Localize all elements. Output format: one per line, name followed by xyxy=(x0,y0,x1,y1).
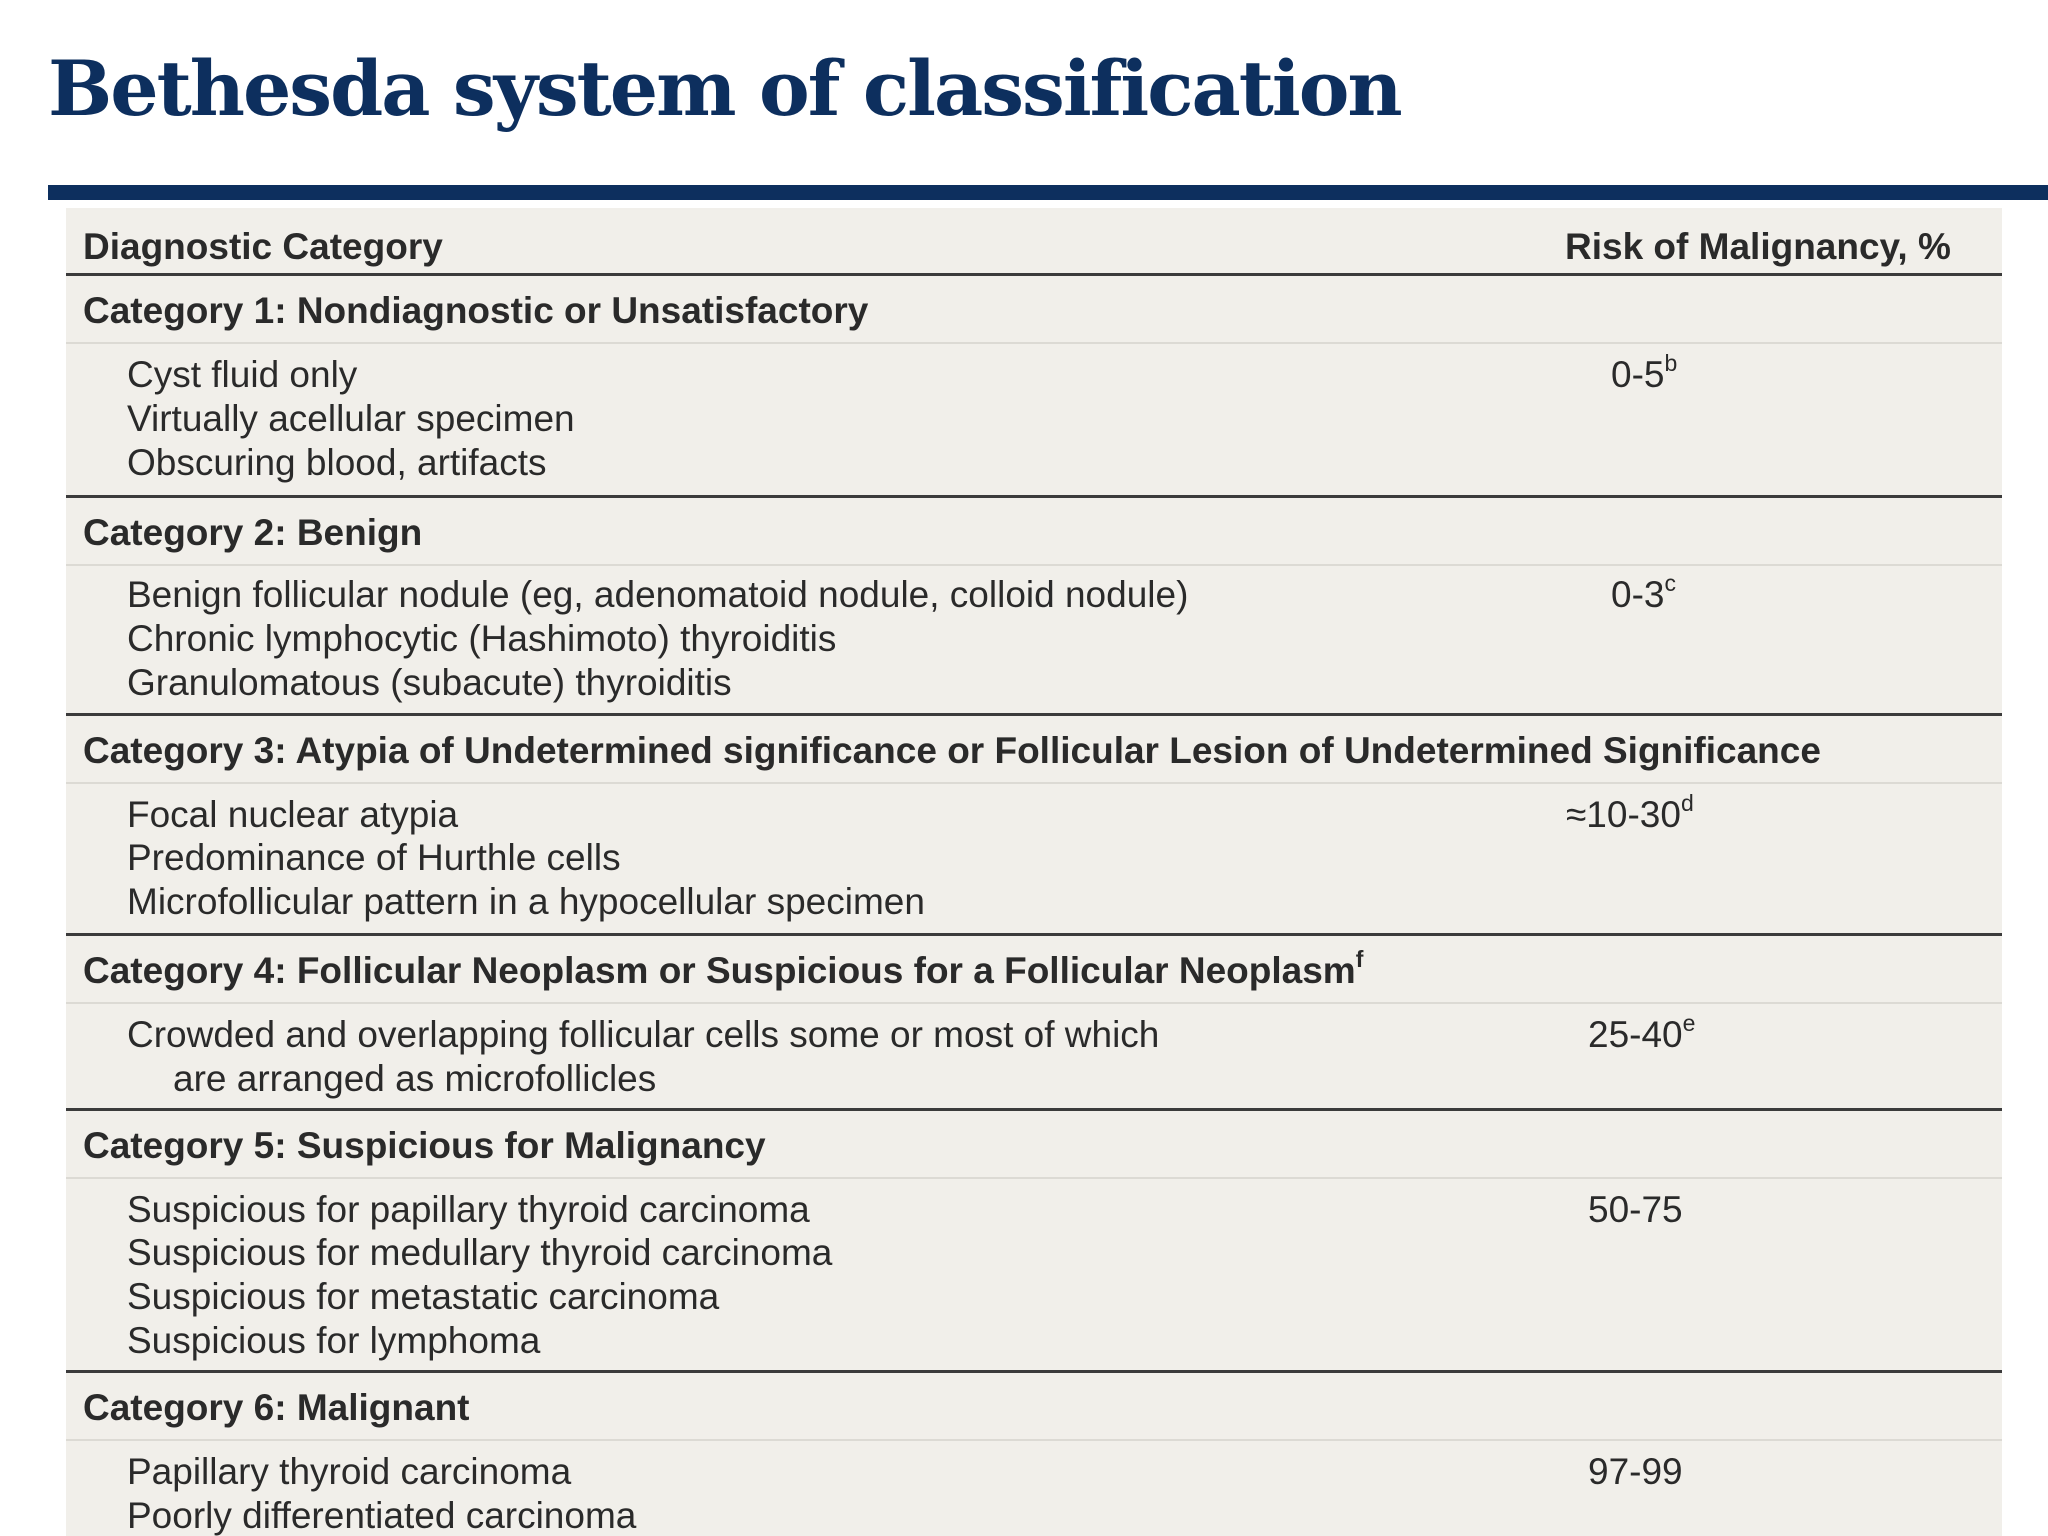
category-items xyxy=(66,784,2002,936)
category-row xyxy=(66,1111,2002,1179)
header-risk-of-malignancy: Risk of Malignancy, % xyxy=(1565,226,1951,267)
list-item: Cyst fluid only xyxy=(127,354,358,395)
list-item: Papillary thyroid carcinoma xyxy=(127,1451,572,1492)
category-label xyxy=(83,512,422,554)
footnote-marker: f xyxy=(1355,946,1364,972)
category-items xyxy=(66,1441,2002,1536)
category-label xyxy=(83,1387,470,1429)
header-diagnostic-category: Diagnostic Category xyxy=(83,226,443,267)
risk-value-text: 0-3 xyxy=(1611,574,1665,615)
category-label-text: Category 1: Nondiagnostic or Unsatisfactory xyxy=(83,290,869,331)
list-item: Focal nuclear atypia xyxy=(127,794,459,835)
category-items xyxy=(66,1004,2002,1111)
category-label xyxy=(83,1125,766,1167)
category-row xyxy=(66,1373,2002,1441)
slide-title: Bethesda system of classification xyxy=(48,44,1401,133)
category-label xyxy=(83,946,1364,992)
title-divider xyxy=(48,185,2048,200)
list-item: Virtually acellular specimen xyxy=(127,398,575,439)
category-label xyxy=(83,730,1821,772)
list-item: Suspicious for lymphoma xyxy=(127,1320,541,1361)
list-item: Granulomatous (subacute) thyroiditis xyxy=(127,662,732,703)
bethesda-table xyxy=(66,208,2002,1536)
list-item: Obscuring blood, artifacts xyxy=(127,442,547,483)
category-label-text: Category 3: Atypia of Undetermined significance or Follicular Lesion of Undetermined Significance xyxy=(83,730,1821,771)
list-item: Crowded and overlapping follicular cells some or most of which xyxy=(127,1014,1160,1055)
list-item: Chronic lymphocytic (Hashimoto) thyroiditis xyxy=(127,618,837,659)
footnote-marker: c xyxy=(1664,570,1676,596)
risk-value xyxy=(1566,790,1694,836)
category-items xyxy=(66,566,2002,716)
footnote-marker: b xyxy=(1664,350,1678,376)
risk-value xyxy=(1588,1451,1683,1493)
category-row xyxy=(66,936,2002,1004)
list-item: Benign follicular nodule (eg, adenomatoid nodule, colloid nodule) xyxy=(127,574,1189,615)
category-items xyxy=(66,1179,2002,1373)
footnote-marker: e xyxy=(1682,1010,1696,1036)
category-label xyxy=(83,290,868,332)
table-header xyxy=(66,208,2002,276)
category-row xyxy=(66,716,2002,784)
category-row xyxy=(66,498,2002,566)
risk-value xyxy=(1611,350,1678,396)
list-item: Poorly differentiated carcinoma xyxy=(127,1495,637,1536)
risk-value-text: 25-40 xyxy=(1588,1014,1683,1055)
risk-value-text: 97-99 xyxy=(1588,1451,1683,1492)
footnote-marker: d xyxy=(1680,790,1694,816)
category-label-text: Category 6: Malignant xyxy=(83,1387,470,1428)
category-row xyxy=(66,276,2002,344)
list-item: Suspicious for medullary thyroid carcinoma xyxy=(127,1232,833,1273)
list-item: Microfollicular pattern in a hypocellular specimen xyxy=(127,881,925,922)
risk-value xyxy=(1588,1010,1696,1056)
risk-value xyxy=(1588,1189,1683,1231)
risk-value-text: 0-5 xyxy=(1611,354,1665,395)
risk-value-text: 50-75 xyxy=(1588,1189,1683,1230)
category-label-text: Category 5: Suspicious for Malignancy xyxy=(83,1125,766,1166)
list-item: Suspicious for papillary thyroid carcinoma xyxy=(127,1189,810,1230)
risk-value xyxy=(1611,570,1676,616)
risk-value-text: ≈10-30 xyxy=(1566,794,1681,835)
category-label-text: Category 2: Benign xyxy=(83,512,423,553)
list-item: Predominance of Hurthle cells xyxy=(127,837,621,878)
category-label-text: Category 4: Follicular Neoplasm or Suspicious for a Follicular Neoplasm xyxy=(83,950,1356,991)
list-item: Suspicious for metastatic carcinoma xyxy=(127,1276,720,1317)
category-items xyxy=(66,344,2002,498)
list-item: are arranged as microfollicles xyxy=(173,1058,657,1099)
